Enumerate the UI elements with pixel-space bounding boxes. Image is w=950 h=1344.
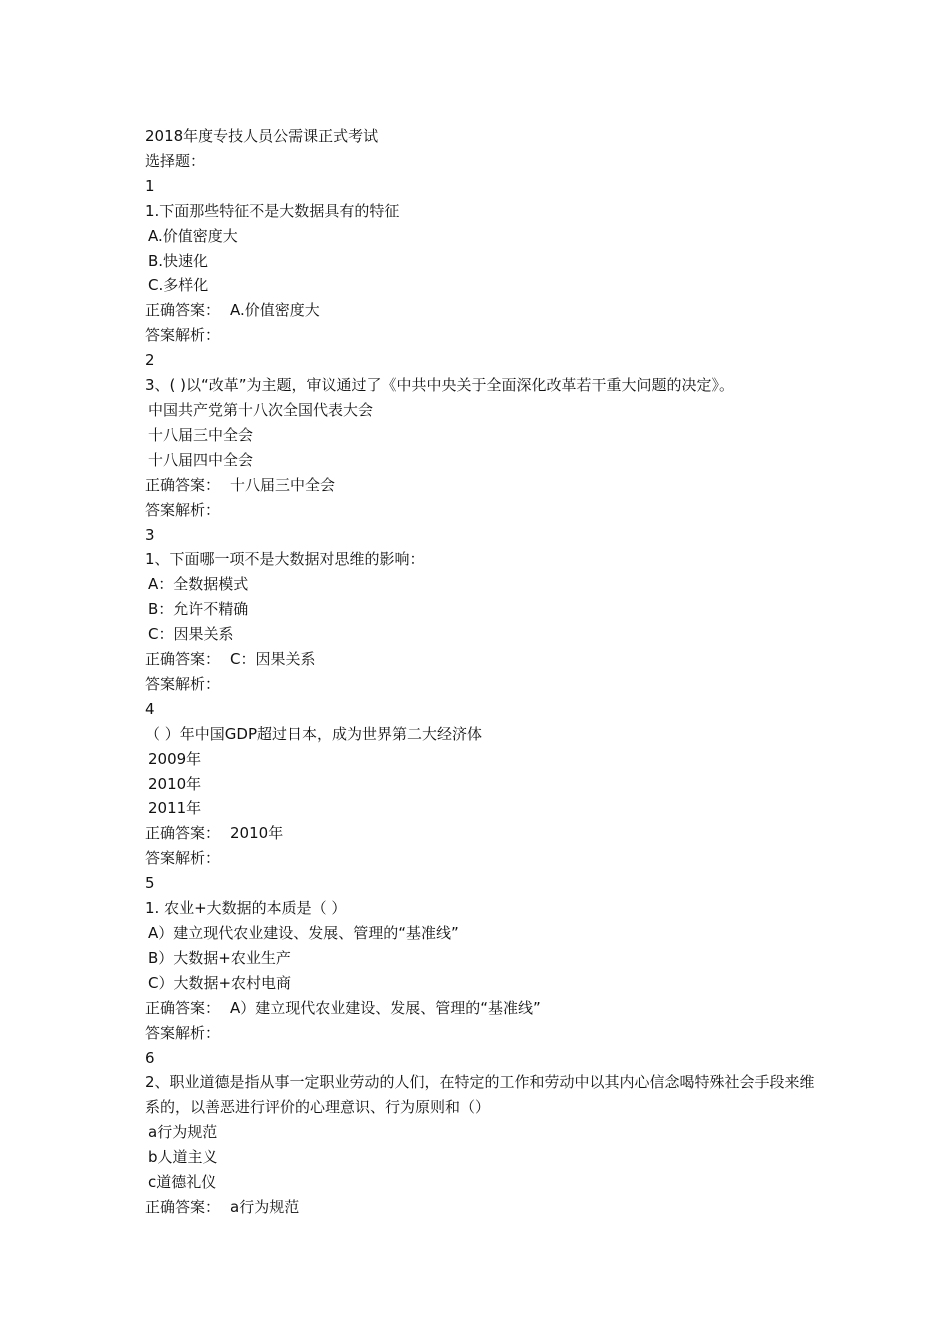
analysis-label: 答案解析： [145,500,221,519]
correct-answer-label: 正确答案： [145,650,221,669]
option-c: 十八届四中全会 [148,450,254,469]
question-number: 3 [145,525,155,544]
question-block-6 [145,1046,815,1220]
section-label: 选择题： [145,151,206,170]
correct-answer-label: 正确答案： [145,301,221,320]
correct-answer-label: 正确答案： [145,475,221,494]
question-number: 1 [145,176,155,195]
option-b: B：允许不精确 [148,600,249,619]
option-c: c道德礼仪 [148,1173,217,1192]
question-number: 5 [145,874,155,893]
option-a: A：全数据模式 [148,575,249,594]
correct-answer-label: 正确答案： [145,998,221,1017]
correct-answer-row [145,647,815,672]
option-b: B）大数据+农业生产 [148,948,291,967]
question-block-1 [145,174,815,348]
correct-answer-label: 正确答案： [145,1197,221,1216]
option-c: C.多样化 [148,276,209,295]
document-title: 2018年度专技人员公需课正式考试 [145,127,379,145]
question-block-5 [145,871,815,1045]
analysis-label: 答案解析： [145,674,221,693]
question-text: 1、下面哪一项不是大数据对思维的影响： [145,550,425,569]
correct-answer-row [145,996,815,1021]
option-c: C：因果关系 [148,625,234,644]
question-block-3 [145,523,815,697]
option-b: 2010年 [148,774,202,793]
correct-answer-label: 正确答案： [145,824,221,843]
option-c: 2011年 [148,799,202,818]
question-text: 3、( )以“改革”为主题，审议通过了《中共中央关于全面深化改革若干重大问题的决定》。 [145,376,735,395]
option-a: A）建立现代农业建设、发展、管理的“基准线” [148,924,459,942]
analysis-label: 答案解析： [145,1023,221,1042]
question-block-2 [145,348,815,522]
option-a: A.价值密度大 [148,226,238,245]
question-text: （ ）年中国GDP超过日本，成为世界第二大经济体 [145,724,482,743]
option-c: C）大数据+农村电商 [148,973,292,992]
correct-answer-value: 十八届三中全会 [230,475,336,494]
question-number: 6 [145,1048,155,1067]
correct-answer-value: A.价值密度大 [230,301,320,320]
option-a: a行为规范 [148,1123,218,1142]
option-b: B.快速化 [148,251,209,270]
option-b: 十八届三中全会 [148,425,254,444]
correct-answer-value: A）建立现代农业建设、发展、管理的“基准线” [230,998,541,1017]
correct-answer-row [145,1195,815,1220]
document-body [145,124,815,1220]
correct-answer-row [145,821,815,846]
option-a: 中国共产党第十八次全国代表大会 [148,400,374,419]
question-block-4 [145,697,815,871]
question-text: 2、职业道德是指从事一定职业劳动的人们，在特定的工作和劳动中以其内心信念喝特殊社会手段来维系的，以善恶进行评价的心理意识、行为原则和（） [145,1073,815,1117]
option-a: 2009年 [148,749,202,768]
question-text: 1. 农业+大数据的本质是（ ） [145,899,347,918]
correct-answer-value: C：因果关系 [230,650,316,669]
question-number: 4 [145,699,155,718]
correct-answer-value: 2010年 [230,824,284,843]
correct-answer-row [145,473,815,498]
analysis-label: 答案解析： [145,326,221,345]
analysis-label: 答案解析： [145,849,221,868]
question-number: 2 [145,351,155,370]
option-b: b人道主义 [148,1148,218,1167]
correct-answer-row [145,298,815,323]
correct-answer-value: a行为规范 [230,1197,300,1216]
question-text: 1.下面那些特征不是大数据具有的特征 [145,201,400,220]
